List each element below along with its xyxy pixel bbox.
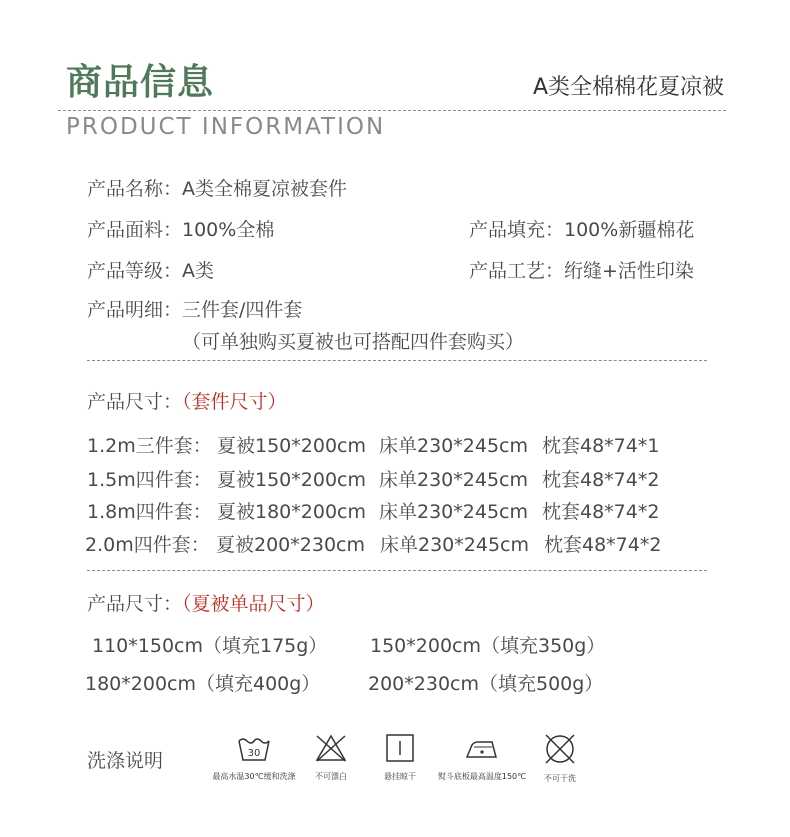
- no-dry-clean-icon: [543, 733, 577, 765]
- care-caption: 不可漂白: [315, 772, 347, 781]
- product-name: A类全棉棉花夏凉被: [532, 75, 724, 100]
- set-size-sheet: 床单230*245cm: [380, 534, 529, 556]
- care-no-dry-clean: [505, 733, 615, 784]
- set-size-sheet: 床单230*245cm: [379, 501, 528, 523]
- set-size-pillow: 枕套48*74*2: [542, 501, 660, 523]
- info-detail: 产品明细：三件套/四件套: [87, 299, 303, 321]
- set-size-sheet: 床单230*245cm: [379, 435, 528, 457]
- info-craft: 产品工艺：绗缝+活性印染: [469, 260, 694, 282]
- set-size-heading: [87, 387, 287, 414]
- iron-low-icon: [464, 733, 500, 763]
- info-filling: 产品填充：100%新疆棉花: [469, 219, 695, 241]
- set-size-set: 2.0m四件套：: [85, 534, 210, 556]
- single-size-item: 150*200cm（填充350g）: [370, 635, 606, 657]
- info-divider: [87, 360, 707, 361]
- care-label: 洗涤说明: [87, 750, 164, 772]
- no-bleach-icon: [314, 733, 348, 763]
- info-fabric: 产品面料：100%全棉: [87, 219, 275, 241]
- page-title: 商品信息: [66, 62, 215, 103]
- info-name: 产品名称：A类全棉夏凉被套件: [87, 178, 347, 200]
- wash-30-icon: [237, 733, 271, 763]
- set-size-row: [87, 497, 659, 524]
- care-caption: 熨斗底板最高温度150℃: [437, 772, 527, 781]
- care-caption: 最高水温30℃缓和洗涤: [212, 772, 296, 781]
- set-size-pillow: 枕套48*74*1: [542, 435, 660, 457]
- wash-temp-text: 30: [247, 748, 261, 759]
- single-size-item: 180*200cm（填充400g）: [85, 673, 321, 695]
- care-caption: 不可干洗: [544, 774, 576, 783]
- single-size-item: 200*230cm（填充500g）: [368, 673, 604, 695]
- set-size-row: [87, 465, 659, 492]
- page-subtitle: PRODUCT INFORMATION: [66, 114, 386, 140]
- set-size-pillow: 枕套48*74*2: [542, 469, 660, 491]
- info-note: （可单独购买夏被也可搭配四件套购买）: [182, 331, 525, 353]
- size-divider: [87, 570, 707, 571]
- set-size-set: 1.5m四件套：: [87, 469, 212, 491]
- set-size-pillow: 枕套48*74*2: [544, 534, 662, 556]
- care-caption: 悬挂晾干: [384, 772, 416, 781]
- set-size-tag: （套件尺寸）: [182, 391, 287, 413]
- set-size-quilt: 夏被180*200cm: [217, 501, 366, 523]
- set-size-label: 产品尺寸：: [87, 391, 183, 413]
- single-size-item: 110*150cm（填充175g）: [92, 635, 328, 657]
- single-size-label: 产品尺寸：: [87, 593, 183, 615]
- hang-dry-icon: [383, 733, 417, 763]
- set-size-row: [85, 530, 661, 557]
- set-size-set: 1.8m四件套：: [87, 501, 212, 523]
- set-size-set: 1.2m三件套：: [87, 435, 212, 457]
- set-size-row: [87, 431, 659, 458]
- set-size-quilt: 夏被200*230cm: [216, 534, 365, 556]
- info-grade: 产品等级：A类: [87, 260, 214, 282]
- single-size-tag: （夏被单品尺寸）: [182, 593, 325, 615]
- set-size-quilt: 夏被150*200cm: [217, 435, 366, 457]
- set-size-quilt: 夏被150*200cm: [217, 469, 366, 491]
- single-size-heading: [87, 589, 325, 616]
- set-size-sheet: 床单230*245cm: [379, 469, 528, 491]
- header-divider: [58, 110, 726, 111]
